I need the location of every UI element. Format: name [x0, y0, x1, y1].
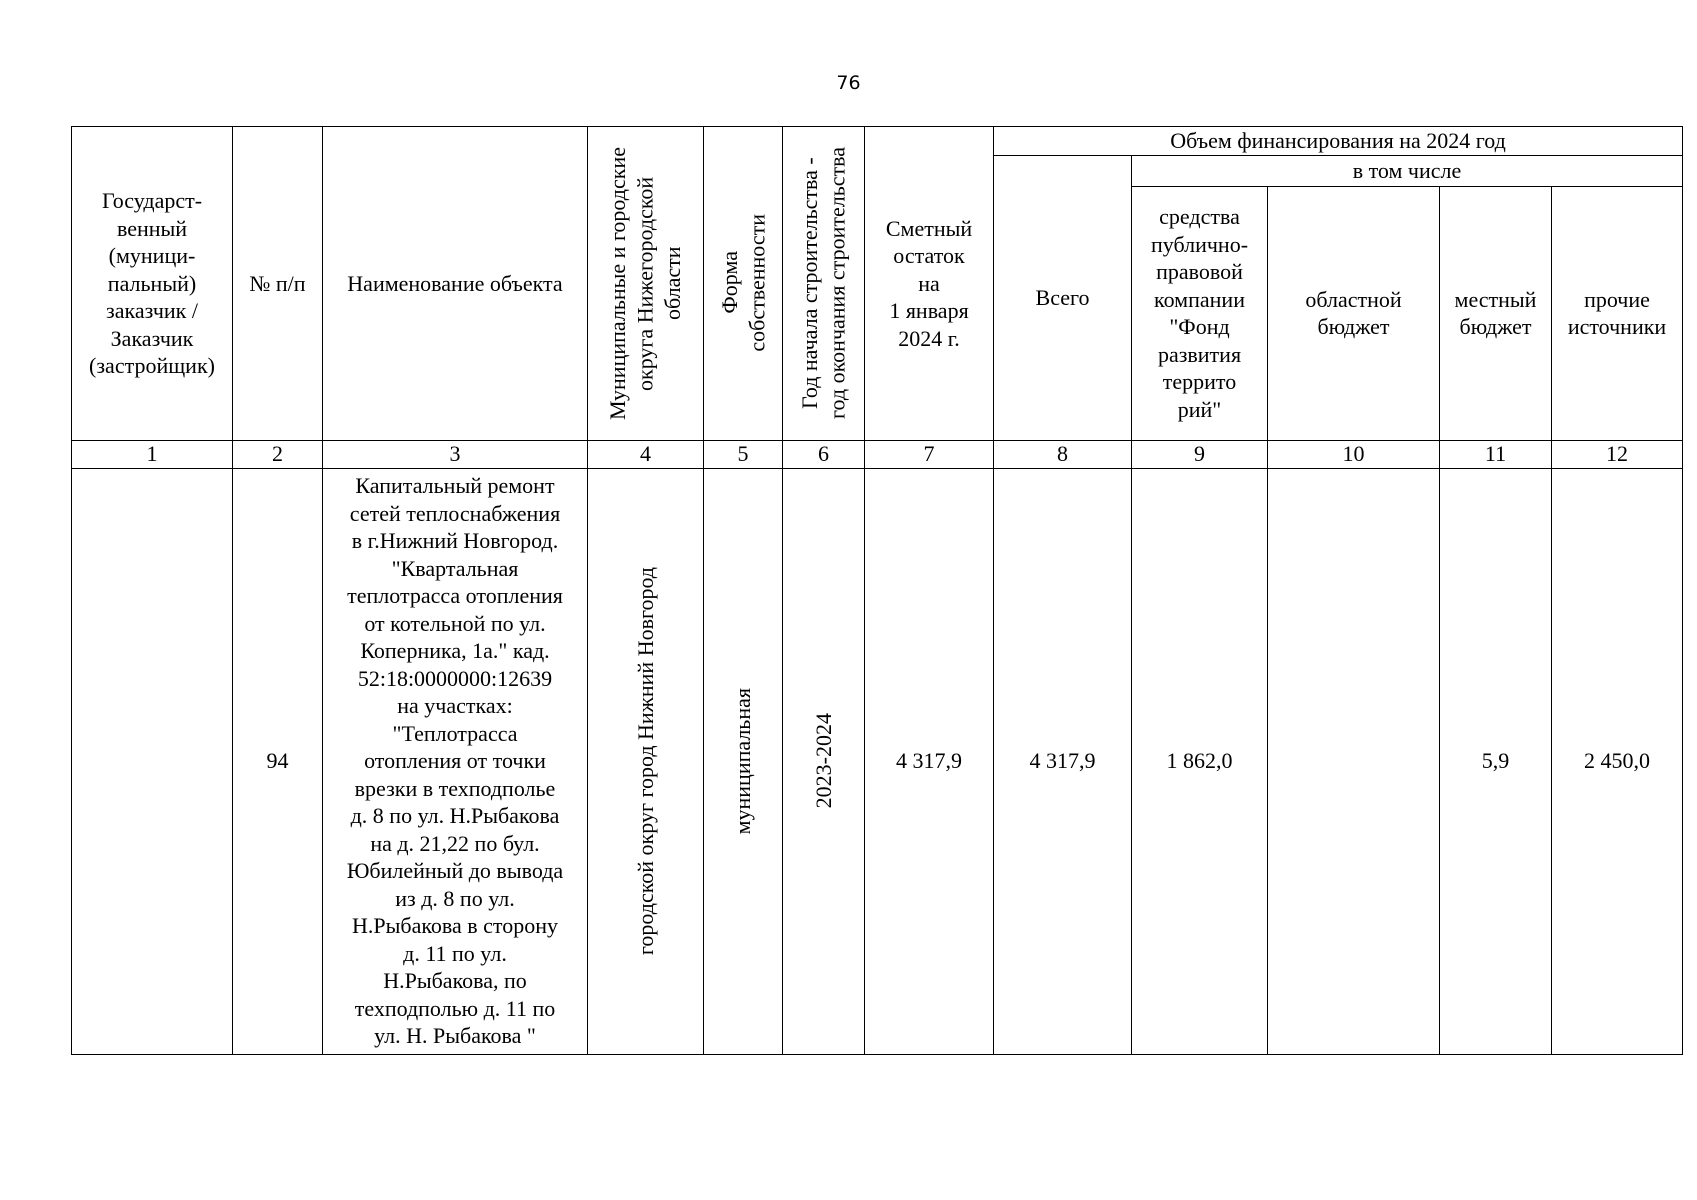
- cell-years: [783, 468, 865, 1054]
- header-ownership-text: Форма собственности: [716, 214, 769, 353]
- header-customer: Государст- венный (муници- пальный) заказчик / Заказчик (застройщик): [72, 127, 233, 441]
- cell-total: 4 317,9: [994, 468, 1132, 1054]
- cell-fund: 1 862,0: [1132, 468, 1268, 1054]
- header-object-name: Наименование объекта: [323, 127, 588, 441]
- header-local: местный бюджет: [1440, 186, 1552, 440]
- column-number: 9: [1132, 440, 1268, 468]
- header-other: прочие источники: [1552, 186, 1683, 440]
- cell-object-name: Капитальный ремонт сетей теплоснабжения в г.Нижний Новгород. "Квартальная теплотрасса отопления от котельной по ул. Коперника, 1а." кад. 52:18:0000000:12639 на участках: "Теплотрасса отопления от точки врезки в техподполье д. 8 по ул. Н.Рыбакова на д. 21,22 по бул. Юбилейный до вывода из д. 8 по ул. Н.Рыбакова в сторону д. 11 по ул. Н.Рыбакова, по техподполью д. 11 по ул. Н. Рыбакова ": [323, 468, 588, 1054]
- column-number: 12: [1552, 440, 1683, 468]
- cell-years-text: 2023-2024: [810, 713, 836, 809]
- header-total: Всего: [994, 155, 1132, 440]
- cell-other: 2 450,0: [1552, 468, 1683, 1054]
- header-row-1: [72, 127, 1683, 156]
- header-years: [783, 127, 865, 441]
- header-years-text: Год начала строительства - год окончания строительства: [797, 147, 850, 420]
- header-fund: средства публично- правовой компании "Фонд развития террито рий": [1132, 186, 1268, 440]
- cell-estimated-balance: 4 317,9: [865, 468, 994, 1054]
- cell-ownership: [704, 468, 783, 1054]
- column-number: 1: [72, 440, 233, 468]
- header-municipal: [588, 127, 704, 441]
- header-ownership: [704, 127, 783, 441]
- table-row: [72, 468, 1683, 1054]
- header-number: № п/п: [233, 127, 323, 441]
- cell-municipal: [588, 468, 704, 1054]
- column-numbers-row: [72, 440, 1683, 468]
- column-number: 8: [994, 440, 1132, 468]
- column-number: 2: [233, 440, 323, 468]
- header-financing-group: Объем финансирования на 2024 год: [994, 127, 1683, 156]
- cell-number: 94: [233, 468, 323, 1054]
- column-number: 10: [1268, 440, 1440, 468]
- cell-regional: [1268, 468, 1440, 1054]
- column-number: 4: [588, 440, 704, 468]
- cell-ownership-text: муниципальная: [730, 687, 756, 835]
- cell-municipal-text: городской округ город Нижний Новгород: [632, 566, 658, 956]
- header-regional: областной бюджет: [1268, 186, 1440, 440]
- cell-customer: [72, 468, 233, 1054]
- column-number: 3: [323, 440, 588, 468]
- column-number: 6: [783, 440, 865, 468]
- financing-table: [71, 126, 1683, 1055]
- column-number: 11: [1440, 440, 1552, 468]
- header-estimated-balance: Сметный остаток на 1 января 2024 г.: [865, 127, 994, 441]
- column-number: 5: [704, 440, 783, 468]
- page-number: 76: [836, 72, 861, 94]
- cell-local: 5,9: [1440, 468, 1552, 1054]
- header-including: в том числе: [1132, 155, 1683, 186]
- column-number: 7: [865, 440, 994, 468]
- header-municipal-text: Муниципальные и городские округа Нижегородской области: [605, 146, 686, 420]
